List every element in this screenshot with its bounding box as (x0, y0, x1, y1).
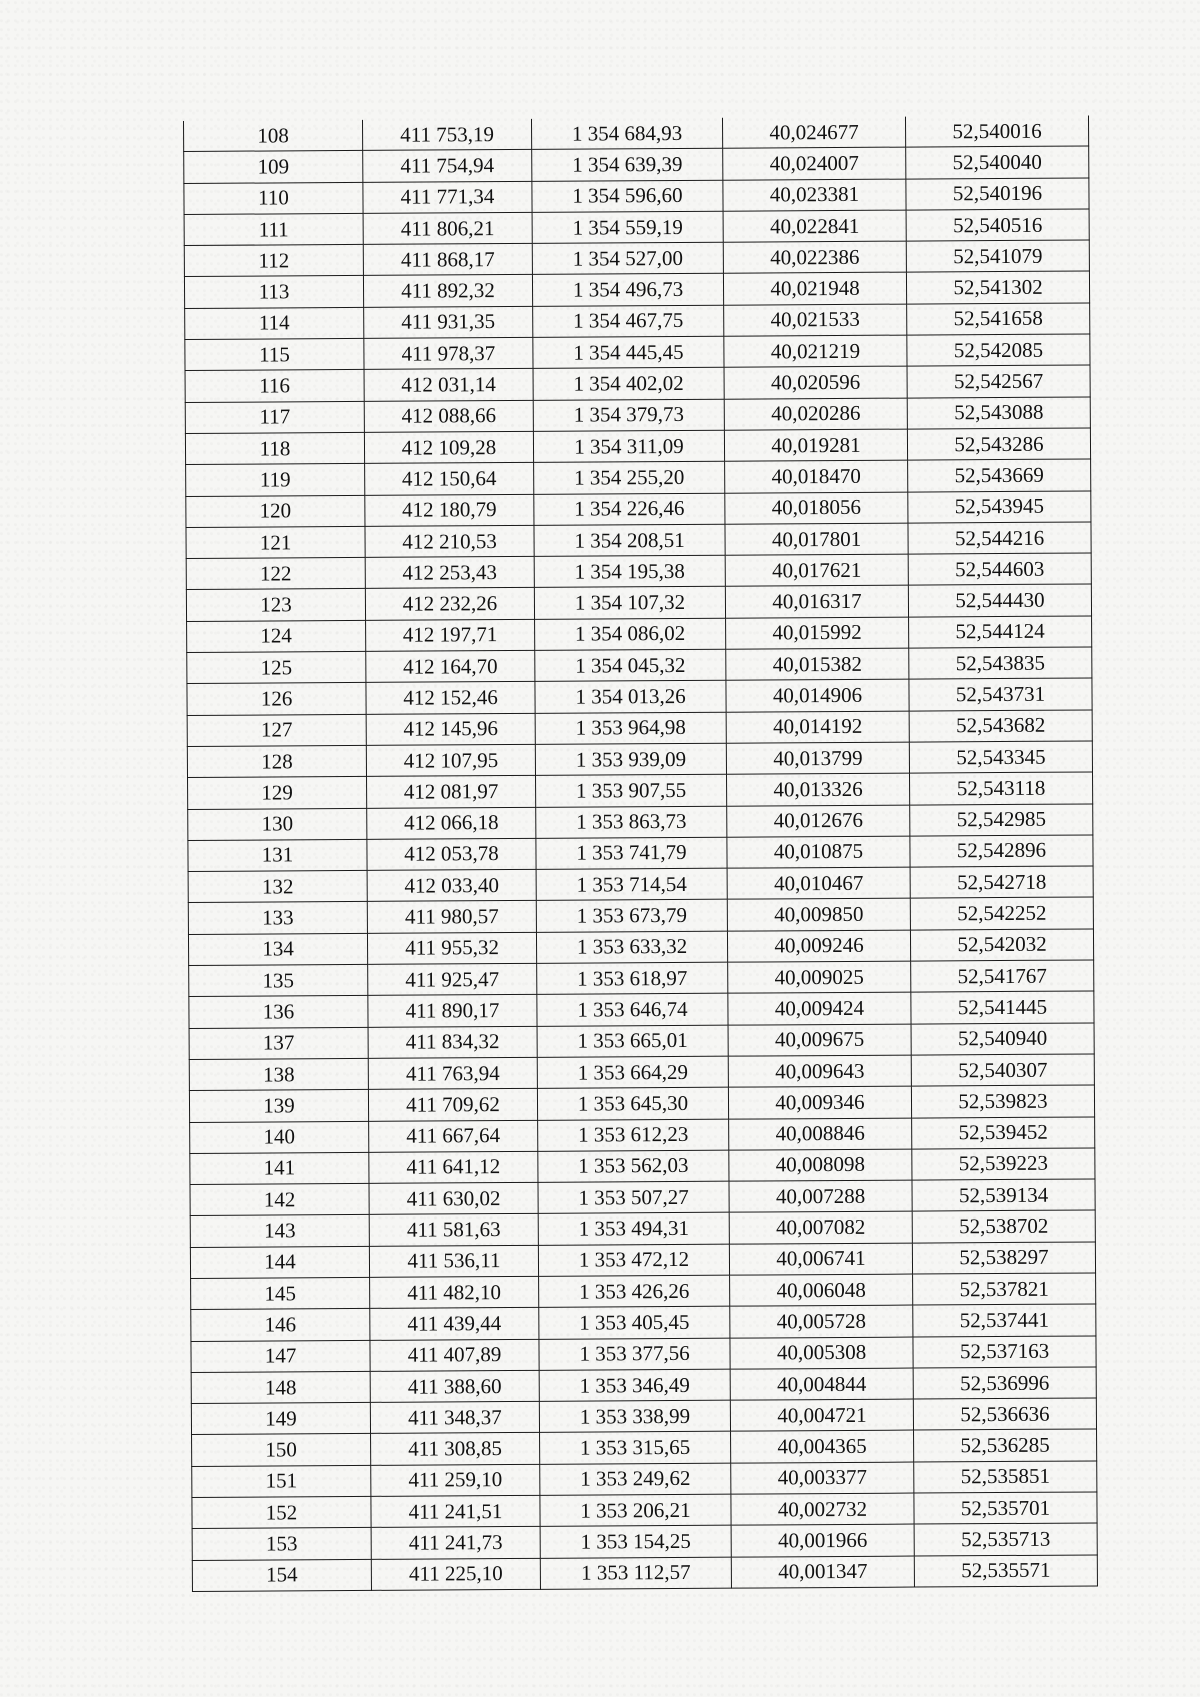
longitude-cell: 52,539452 (912, 1116, 1095, 1148)
x-coordinate-cell: 411 308,85 (371, 1433, 540, 1465)
latitude-cell: 40,014906 (726, 679, 909, 711)
latitude-cell: 40,013326 (727, 773, 910, 805)
y-coordinate-cell: 1 353 405,45 (539, 1306, 730, 1338)
longitude-cell: 52,537163 (913, 1336, 1096, 1368)
x-coordinate-cell: 412 066,18 (367, 807, 536, 839)
latitude-cell: 40,013799 (726, 742, 909, 774)
longitude-cell: 52,539823 (911, 1085, 1094, 1117)
x-coordinate-cell: 412 081,97 (367, 776, 536, 808)
x-coordinate-cell: 411 581,63 (369, 1214, 538, 1246)
longitude-cell: 52,541079 (906, 240, 1089, 272)
y-coordinate-cell: 1 353 939,09 (535, 743, 726, 775)
latitude-cell: 40,009675 (728, 1024, 911, 1056)
y-coordinate-cell: 1 353 377,56 (539, 1338, 730, 1370)
x-coordinate-cell: 412 164,70 (366, 650, 535, 682)
point-number-cell: 120 (186, 495, 365, 527)
longitude-cell: 52,543945 (908, 491, 1091, 523)
y-coordinate-cell: 1 354 311,09 (533, 430, 724, 462)
x-coordinate-cell: 411 241,73 (371, 1527, 540, 1559)
x-coordinate-cell: 411 482,10 (370, 1276, 539, 1308)
point-number-cell: 142 (190, 1183, 369, 1215)
y-coordinate-cell: 1 353 346,49 (539, 1369, 730, 1401)
y-coordinate-cell: 1 354 402,02 (533, 368, 724, 400)
longitude-cell: 52,544216 (908, 522, 1091, 554)
latitude-cell: 40,008098 (729, 1149, 912, 1181)
x-coordinate-cell: 411 259,10 (371, 1464, 540, 1496)
point-number-cell: 138 (189, 1058, 368, 1090)
longitude-cell: 52,541445 (911, 991, 1094, 1023)
x-coordinate-cell: 412 232,26 (365, 588, 534, 620)
point-number-cell: 115 (185, 338, 364, 370)
y-coordinate-cell: 1 353 646,74 (537, 994, 728, 1026)
latitude-cell: 40,019281 (724, 429, 907, 461)
point-number-cell: 145 (191, 1277, 370, 1309)
y-coordinate-cell: 1 354 496,73 (532, 274, 723, 306)
y-coordinate-cell: 1 354 208,51 (534, 524, 725, 556)
point-number-cell: 152 (192, 1496, 371, 1528)
longitude-cell: 52,540516 (906, 209, 1089, 241)
latitude-cell: 40,023381 (723, 179, 906, 211)
table-row (192, 1555, 1097, 1592)
point-number-cell: 127 (187, 714, 366, 746)
x-coordinate-cell: 412 210,53 (365, 525, 534, 557)
longitude-cell: 52,538297 (912, 1242, 1095, 1274)
longitude-cell: 52,536996 (913, 1367, 1096, 1399)
x-coordinate-cell: 411 225,10 (371, 1558, 540, 1590)
longitude-cell: 52,543669 (908, 459, 1091, 491)
longitude-cell: 52,541302 (906, 271, 1089, 303)
x-coordinate-cell: 411 753,19 (362, 119, 531, 151)
x-coordinate-cell: 411 892,32 (363, 275, 532, 307)
point-number-cell: 112 (184, 245, 363, 277)
y-coordinate-cell: 1 354 379,73 (533, 399, 724, 431)
coordinates-sheet (183, 118, 1083, 1592)
y-coordinate-cell: 1 353 249,62 (540, 1463, 731, 1495)
latitude-cell: 40,016317 (725, 586, 908, 618)
longitude-cell: 52,543286 (907, 428, 1090, 460)
latitude-cell: 40,005728 (730, 1305, 913, 1337)
point-number-cell: 135 (189, 964, 368, 996)
point-number-cell: 129 (188, 777, 367, 809)
y-coordinate-cell: 1 353 741,79 (536, 837, 727, 869)
x-coordinate-cell: 412 180,79 (365, 494, 534, 526)
x-coordinate-cell: 412 145,96 (366, 713, 535, 745)
longitude-cell: 52,540307 (911, 1054, 1094, 1086)
x-coordinate-cell: 411 348,37 (370, 1402, 539, 1434)
latitude-cell: 40,004844 (730, 1368, 913, 1400)
latitude-cell: 40,010467 (727, 867, 910, 899)
x-coordinate-cell: 411 806,21 (363, 212, 532, 244)
point-number-cell: 108 (183, 120, 362, 152)
y-coordinate-cell: 1 354 195,38 (534, 555, 725, 587)
x-coordinate-cell: 411 890,17 (368, 995, 537, 1027)
x-coordinate-cell: 412 152,46 (366, 682, 535, 714)
latitude-cell: 40,022841 (723, 210, 906, 242)
y-coordinate-cell: 1 354 559,19 (532, 211, 723, 243)
longitude-cell: 52,542085 (907, 334, 1090, 366)
x-coordinate-cell: 411 754,94 (363, 150, 532, 182)
x-coordinate-cell: 411 931,35 (364, 306, 533, 338)
latitude-cell: 40,020286 (724, 398, 907, 430)
x-coordinate-cell: 411 980,57 (367, 901, 536, 933)
y-coordinate-cell: 1 353 154,25 (540, 1526, 731, 1558)
latitude-cell: 40,012676 (727, 805, 910, 837)
point-number-cell: 121 (186, 526, 365, 558)
y-coordinate-cell: 1 353 964,98 (535, 712, 726, 744)
latitude-cell: 40,024677 (722, 117, 905, 149)
point-number-cell: 128 (187, 745, 366, 777)
x-coordinate-cell: 412 088,66 (364, 400, 533, 432)
latitude-cell: 40,006048 (730, 1274, 913, 1306)
latitude-cell: 40,009424 (728, 992, 911, 1024)
longitude-cell: 52,535713 (914, 1523, 1097, 1555)
longitude-cell: 52,535851 (914, 1461, 1097, 1493)
point-number-cell: 133 (188, 902, 367, 934)
point-number-cell: 118 (185, 432, 364, 464)
point-number-cell: 119 (186, 464, 365, 496)
y-coordinate-cell: 1 353 618,97 (537, 962, 728, 994)
latitude-cell: 40,024007 (723, 147, 906, 179)
coordinates-table (183, 115, 1098, 1591)
y-coordinate-cell: 1 353 645,30 (537, 1087, 728, 1119)
latitude-cell: 40,015382 (726, 648, 909, 680)
longitude-cell: 52,543345 (909, 741, 1092, 773)
y-coordinate-cell: 1 353 612,23 (538, 1119, 729, 1151)
latitude-cell: 40,017621 (725, 554, 908, 586)
point-number-cell: 134 (188, 933, 367, 965)
latitude-cell: 40,004721 (730, 1399, 913, 1431)
point-number-cell: 144 (190, 1246, 369, 1278)
x-coordinate-cell: 412 253,43 (365, 557, 534, 589)
y-coordinate-cell: 1 353 907,55 (536, 774, 727, 806)
point-number-cell: 153 (192, 1528, 371, 1560)
longitude-cell: 52,539134 (912, 1179, 1095, 1211)
longitude-cell: 52,539223 (912, 1148, 1095, 1180)
longitude-cell: 52,535571 (914, 1555, 1097, 1587)
point-number-cell: 117 (185, 401, 364, 433)
point-number-cell: 149 (191, 1403, 370, 1435)
x-coordinate-cell: 411 834,32 (368, 1026, 537, 1058)
y-coordinate-cell: 1 354 045,32 (535, 649, 726, 681)
longitude-cell: 52,541767 (911, 960, 1094, 992)
latitude-cell: 40,015992 (726, 617, 909, 649)
y-coordinate-cell: 1 353 673,79 (536, 900, 727, 932)
longitude-cell: 52,536636 (913, 1398, 1096, 1430)
point-number-cell: 139 (189, 1090, 368, 1122)
x-coordinate-cell: 412 107,95 (366, 744, 535, 776)
longitude-cell: 52,542567 (907, 365, 1090, 397)
point-number-cell: 114 (185, 307, 364, 339)
y-coordinate-cell: 1 353 315,65 (540, 1432, 731, 1464)
point-number-cell: 143 (190, 1215, 369, 1247)
x-coordinate-cell: 412 150,64 (365, 463, 534, 495)
x-coordinate-cell: 411 667,64 (369, 1120, 538, 1152)
y-coordinate-cell: 1 354 013,26 (535, 681, 726, 713)
latitude-cell: 40,003377 (731, 1462, 914, 1494)
y-coordinate-cell: 1 354 467,75 (533, 305, 724, 337)
y-coordinate-cell: 1 353 664,29 (537, 1056, 728, 1088)
point-number-cell: 109 (184, 151, 363, 183)
point-number-cell: 122 (186, 558, 365, 590)
x-coordinate-cell: 411 439,44 (370, 1308, 539, 1340)
y-coordinate-cell: 1 354 107,32 (534, 587, 725, 619)
latitude-cell: 40,009850 (727, 898, 910, 930)
longitude-cell: 52,535701 (914, 1492, 1097, 1524)
point-number-cell: 125 (187, 651, 366, 683)
latitude-cell: 40,002732 (731, 1493, 914, 1525)
longitude-cell: 52,544603 (908, 553, 1091, 585)
latitude-cell: 40,009643 (728, 1055, 911, 1087)
y-coordinate-cell: 1 353 665,01 (537, 1025, 728, 1057)
x-coordinate-cell: 411 925,47 (368, 963, 537, 995)
x-coordinate-cell: 412 053,78 (367, 838, 536, 870)
latitude-cell: 40,014192 (726, 711, 909, 743)
x-coordinate-cell: 411 955,32 (367, 932, 536, 964)
latitude-cell: 40,020596 (724, 366, 907, 398)
coordinates-table-body (183, 115, 1097, 1591)
x-coordinate-cell: 412 197,71 (366, 619, 535, 651)
longitude-cell: 52,542896 (910, 835, 1093, 867)
latitude-cell: 40,001347 (731, 1556, 914, 1588)
point-number-cell: 111 (184, 213, 363, 245)
longitude-cell: 52,540016 (905, 115, 1088, 147)
longitude-cell: 52,542718 (910, 866, 1093, 898)
longitude-cell: 52,542032 (910, 929, 1093, 961)
longitude-cell: 52,540940 (911, 1023, 1094, 1055)
latitude-cell: 40,001966 (731, 1524, 914, 1556)
longitude-cell: 52,540196 (906, 178, 1089, 210)
longitude-cell: 52,544430 (908, 584, 1091, 616)
latitude-cell: 40,007082 (729, 1211, 912, 1243)
x-coordinate-cell: 412 031,14 (364, 369, 533, 401)
latitude-cell: 40,017801 (725, 523, 908, 555)
latitude-cell: 40,007288 (729, 1180, 912, 1212)
point-number-cell: 110 (184, 182, 363, 214)
point-number-cell: 131 (188, 839, 367, 871)
y-coordinate-cell: 1 354 684,93 (531, 118, 722, 150)
latitude-cell: 40,008846 (729, 1118, 912, 1150)
x-coordinate-cell: 412 109,28 (364, 431, 533, 463)
longitude-cell: 52,543682 (909, 710, 1092, 742)
point-number-cell: 140 (190, 1121, 369, 1153)
y-coordinate-cell: 1 353 338,99 (539, 1400, 730, 1432)
y-coordinate-cell: 1 354 445,45 (533, 336, 724, 368)
point-number-cell: 130 (188, 808, 367, 840)
point-number-cell: 123 (186, 589, 365, 621)
x-coordinate-cell: 412 033,40 (367, 869, 536, 901)
y-coordinate-cell: 1 354 639,39 (532, 149, 723, 181)
point-number-cell: 151 (192, 1465, 371, 1497)
y-coordinate-cell: 1 353 633,32 (536, 931, 727, 963)
longitude-cell: 52,544124 (909, 616, 1092, 648)
longitude-cell: 52,541658 (907, 303, 1090, 335)
latitude-cell: 40,021219 (724, 335, 907, 367)
latitude-cell: 40,005308 (730, 1337, 913, 1369)
y-coordinate-cell: 1 353 112,57 (540, 1557, 731, 1589)
y-coordinate-cell: 1 353 863,73 (536, 806, 727, 838)
latitude-cell: 40,009025 (728, 961, 911, 993)
x-coordinate-cell: 411 771,34 (363, 181, 532, 213)
point-number-cell: 136 (189, 996, 368, 1028)
x-coordinate-cell: 411 763,94 (368, 1057, 537, 1089)
latitude-cell: 40,021533 (724, 304, 907, 336)
y-coordinate-cell: 1 354 255,20 (534, 461, 725, 493)
x-coordinate-cell: 411 536,11 (369, 1245, 538, 1277)
x-coordinate-cell: 411 978,37 (364, 337, 533, 369)
longitude-cell: 52,542252 (910, 897, 1093, 929)
point-number-cell: 126 (187, 683, 366, 715)
y-coordinate-cell: 1 353 472,12 (538, 1244, 729, 1276)
x-coordinate-cell: 411 407,89 (370, 1339, 539, 1371)
longitude-cell: 52,543835 (909, 647, 1092, 679)
x-coordinate-cell: 411 630,02 (369, 1182, 538, 1214)
longitude-cell: 52,543118 (909, 772, 1092, 804)
longitude-cell: 52,543088 (907, 397, 1090, 429)
longitude-cell: 52,538702 (912, 1210, 1095, 1242)
latitude-cell: 40,004365 (731, 1431, 914, 1463)
latitude-cell: 40,010875 (727, 836, 910, 868)
x-coordinate-cell: 411 709,62 (368, 1089, 537, 1121)
latitude-cell: 40,006741 (729, 1243, 912, 1275)
longitude-cell: 52,543731 (909, 678, 1092, 710)
latitude-cell: 40,009346 (728, 1086, 911, 1118)
longitude-cell: 52,542985 (910, 803, 1093, 835)
latitude-cell: 40,009246 (727, 930, 910, 962)
x-coordinate-cell: 411 388,60 (370, 1370, 539, 1402)
longitude-cell: 52,536285 (914, 1429, 1097, 1461)
y-coordinate-cell: 1 353 426,26 (539, 1275, 730, 1307)
latitude-cell: 40,018056 (725, 492, 908, 524)
latitude-cell: 40,022386 (723, 241, 906, 273)
y-coordinate-cell: 1 353 714,54 (536, 868, 727, 900)
point-number-cell: 154 (192, 1559, 371, 1591)
y-coordinate-cell: 1 353 206,21 (540, 1494, 731, 1526)
point-number-cell: 116 (185, 370, 364, 402)
x-coordinate-cell: 411 868,17 (363, 244, 532, 276)
point-number-cell: 141 (190, 1152, 369, 1184)
point-number-cell: 147 (191, 1340, 370, 1372)
y-coordinate-cell: 1 353 507,27 (538, 1181, 729, 1213)
y-coordinate-cell: 1 354 527,00 (532, 242, 723, 274)
y-coordinate-cell: 1 353 494,31 (538, 1213, 729, 1245)
point-number-cell: 148 (191, 1371, 370, 1403)
point-number-cell: 124 (187, 620, 366, 652)
longitude-cell: 52,537821 (913, 1273, 1096, 1305)
point-number-cell: 132 (188, 871, 367, 903)
point-number-cell: 113 (184, 276, 363, 308)
longitude-cell: 52,537441 (913, 1304, 1096, 1336)
point-number-cell: 150 (192, 1434, 371, 1466)
y-coordinate-cell: 1 354 596,60 (532, 180, 723, 212)
point-number-cell: 146 (191, 1309, 370, 1341)
x-coordinate-cell: 411 641,12 (369, 1151, 538, 1183)
longitude-cell: 52,540040 (906, 146, 1089, 178)
y-coordinate-cell: 1 354 086,02 (535, 618, 726, 650)
x-coordinate-cell: 411 241,51 (371, 1495, 540, 1527)
latitude-cell: 40,018470 (725, 460, 908, 492)
y-coordinate-cell: 1 354 226,46 (534, 493, 725, 525)
point-number-cell: 137 (189, 1027, 368, 1059)
y-coordinate-cell: 1 353 562,03 (538, 1150, 729, 1182)
latitude-cell: 40,021948 (723, 273, 906, 305)
